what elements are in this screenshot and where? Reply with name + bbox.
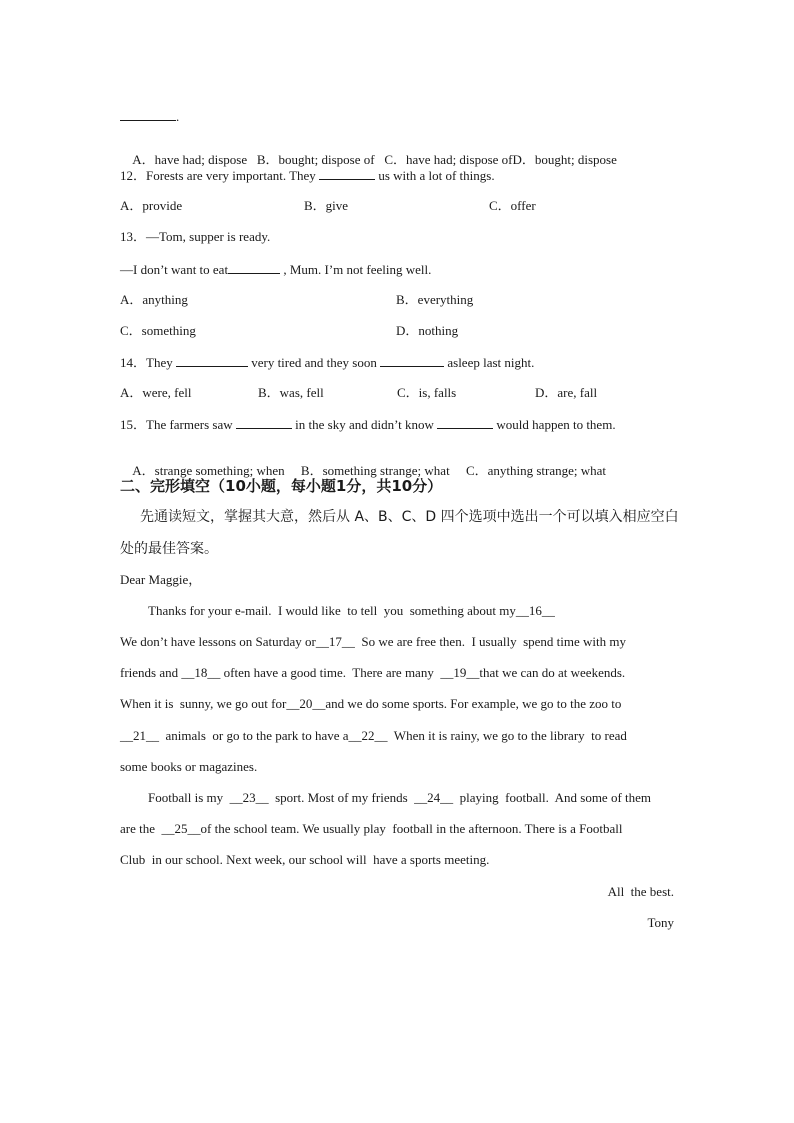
q13-line2: —I don’t want to eat , Mum. I’m not feeling well. xyxy=(120,262,432,277)
blank-16: __16__ xyxy=(515,603,555,618)
q15-stem: 15．The farmers saw in the sky and didn’t know would happen to them. xyxy=(120,417,616,432)
blank-20: __20__ xyxy=(286,696,326,711)
q14-stem: 14．They very tired and they soon asleep last night. xyxy=(120,355,535,370)
letter-p1-line3: friends and __18__ often have a good time. There are many __19__that we can do at weekends. xyxy=(120,665,626,680)
q14-option-c: C．is, falls xyxy=(397,385,457,400)
letter-greeting: Dear Maggie， xyxy=(120,572,202,587)
answer-blank xyxy=(380,354,444,367)
letter-p2-line2: are the __25__of the school team. We usually play football in the afternoon. There is a Football xyxy=(120,821,623,836)
letter-p1-line1: Thanks for your e-mail. I would like to tell you something about my__16__ xyxy=(148,603,555,618)
answer-blank xyxy=(437,416,493,429)
leading-blank-line: . xyxy=(120,108,179,125)
answer-blank xyxy=(236,416,292,429)
q13-stem: 13．—Tom, supper is ready. xyxy=(120,229,271,244)
q15-option-b: B．something strange; what xyxy=(300,463,450,478)
q13-option-a: A．anything xyxy=(120,292,188,307)
answer-blank xyxy=(120,108,176,121)
blank-22: __22__ xyxy=(348,728,388,743)
q11-option-b: B．bought; dispose of xyxy=(256,152,375,167)
letter-p2-line3: Club in our school. Next week, our school will have a sports meeting. xyxy=(120,852,490,867)
blank-18: __18__ xyxy=(181,665,221,680)
q14-option-b: B．was, fell xyxy=(258,385,324,400)
q12-option-c: C．offer xyxy=(489,198,536,213)
blank-21: __21__ xyxy=(120,728,159,743)
q11-option-c-d: C．have had; dispose ofD．bought; dispose xyxy=(384,152,617,167)
q15-option-c: C．anything strange; what xyxy=(465,463,607,478)
answer-blank xyxy=(319,167,375,180)
letter-signature: Tony xyxy=(647,915,674,930)
q13-option-b: B．everything xyxy=(396,292,474,307)
q14-option-d: D．are, fall xyxy=(535,385,598,400)
q13-option-d: D．nothing xyxy=(396,323,459,338)
q13-option-c: C．something xyxy=(120,323,196,338)
q15-option-a: A．strange something; when xyxy=(132,463,285,478)
letter-closing: All the best. xyxy=(607,884,674,899)
blank-25: __25__ xyxy=(161,821,201,836)
q12-stem: 12．Forests are very important. They us with a lot of things. xyxy=(120,168,495,183)
q14-option-a: A．were, fell xyxy=(120,385,192,400)
blank-19: __19__ xyxy=(440,665,480,680)
q11-option-a: A．have had; dispose xyxy=(132,152,248,167)
blank-23: __23__ xyxy=(229,790,269,805)
letter-p1-line4: When it is sunny, we go out for__20__and we do some sports. For example, we go to the zoo to xyxy=(120,696,622,711)
blank-17: __17__ xyxy=(315,634,355,649)
blank-24: __24__ xyxy=(414,790,454,805)
section-heading: 二、完形填空（10小题，每小题1分，共10分） xyxy=(120,477,443,495)
letter-p1-line6: some books or magazines. xyxy=(120,759,258,774)
answer-blank xyxy=(228,261,280,274)
q12-option-a: A．provide xyxy=(120,198,183,213)
letter-p1-line5: __21__ animals or go to the park to have a__22__ When it is rainy, we go to the library to read xyxy=(120,728,627,743)
letter-p2-line1: Football is my __23__ sport. Most of my friends __24__ playing football. And some of them xyxy=(148,790,652,805)
q12-option-b: B．give xyxy=(304,198,349,213)
answer-blank xyxy=(176,354,248,367)
instruction-line-2: 处的最佳答案。 xyxy=(120,541,218,557)
instruction-line-1: 先通读短文，掌握其大意，然后从 A、B、C、D 四个选项中选出一个可以填入相应空白 xyxy=(140,509,679,525)
letter-p1-line2: We don’t have lessons on Saturday or__17__ So we are free then. I usually spend time with my xyxy=(120,634,626,649)
